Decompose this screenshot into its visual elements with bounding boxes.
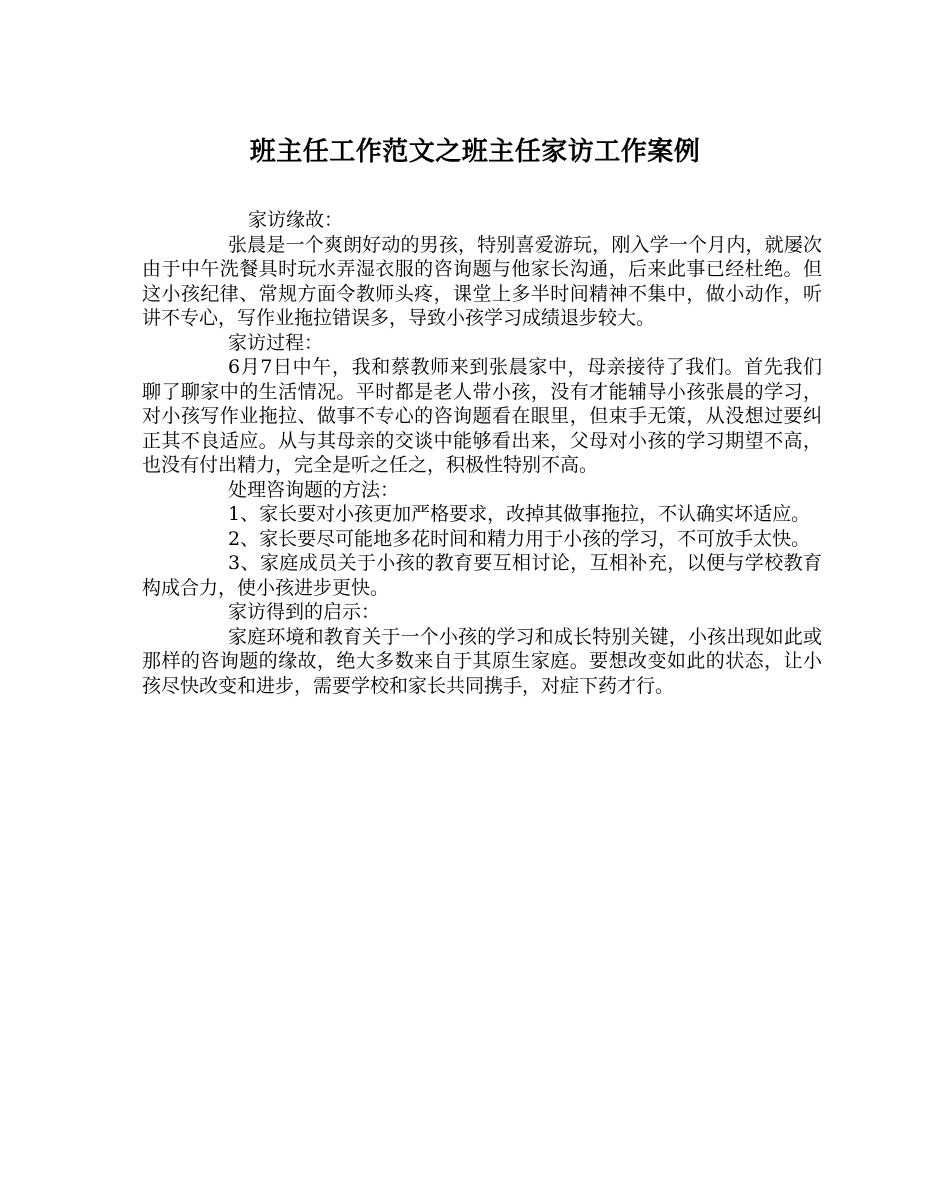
section-heading-methods: 处理咨询题的方法： xyxy=(228,478,400,501)
paragraph-method-2: 2、家长要尽可能地多花时间和精力用于小孩的学习，不可放手太快。 xyxy=(228,527,811,550)
section-heading-process: 家访过程： xyxy=(228,331,324,354)
paragraph-method-3: 3、家庭成员关于小孩的教育要互相讨论，互相补充，以便与学校教育构成合力，使小孩进步更快。 xyxy=(142,552,822,599)
section-heading-insights: 家访得到的启示： xyxy=(228,601,381,623)
paragraph-method-1: 1、家长要对小孩更加严格要求，改掉其做事拖拉，不认确实坏适应。 xyxy=(228,503,811,525)
section-heading-reason: 家访缘故： xyxy=(248,209,344,231)
paragraph-reason: 张晨是一个爽朗好动的男孩，特别喜爱游玩，刚入学一个月内，就屡次由于中午洗餐具时玩水弄湿衣服的咨询题与他家长沟通，后来此事已经杜绝。但这小孩纪律、常规方面令教师头疼，课堂上多半时间精神不集中，做小动作，听讲不专心，写作业拖拉错误多，导致小孩学习成绩退步较大。 xyxy=(142,233,822,329)
document-body xyxy=(142,208,822,698)
paragraph-insights: 家庭环境和教育关于一个小孩的学习和成长特别关键，小孩出现如此或那样的咨询题的缘故，绝大多数来自于其原生家庭。要想改变如此的状态，让小孩尽快改变和进步，需要学校和家长共同携手，对症下药才行。 xyxy=(142,625,822,697)
document-title: 班主任工作范文之班主任家访工作案例 xyxy=(249,137,701,167)
paragraph-process: 6月7日中午，我和蔡教师来到张晨家中，母亲接待了我们。首先我们聊了聊家中的生活情况。平时都是老人带小孩，没有才能辅导小孩张晨的学习，对小孩写作业拖拉、做事不专心的咨询题看在眼里，但束手无策，从没想过要纠正其不良适应。从与其母亲的交谈中能够看出来，父母对小孩的学习期望不高，也没有付出精力，完全是听之任之，积极性特别不高。 xyxy=(142,356,822,476)
